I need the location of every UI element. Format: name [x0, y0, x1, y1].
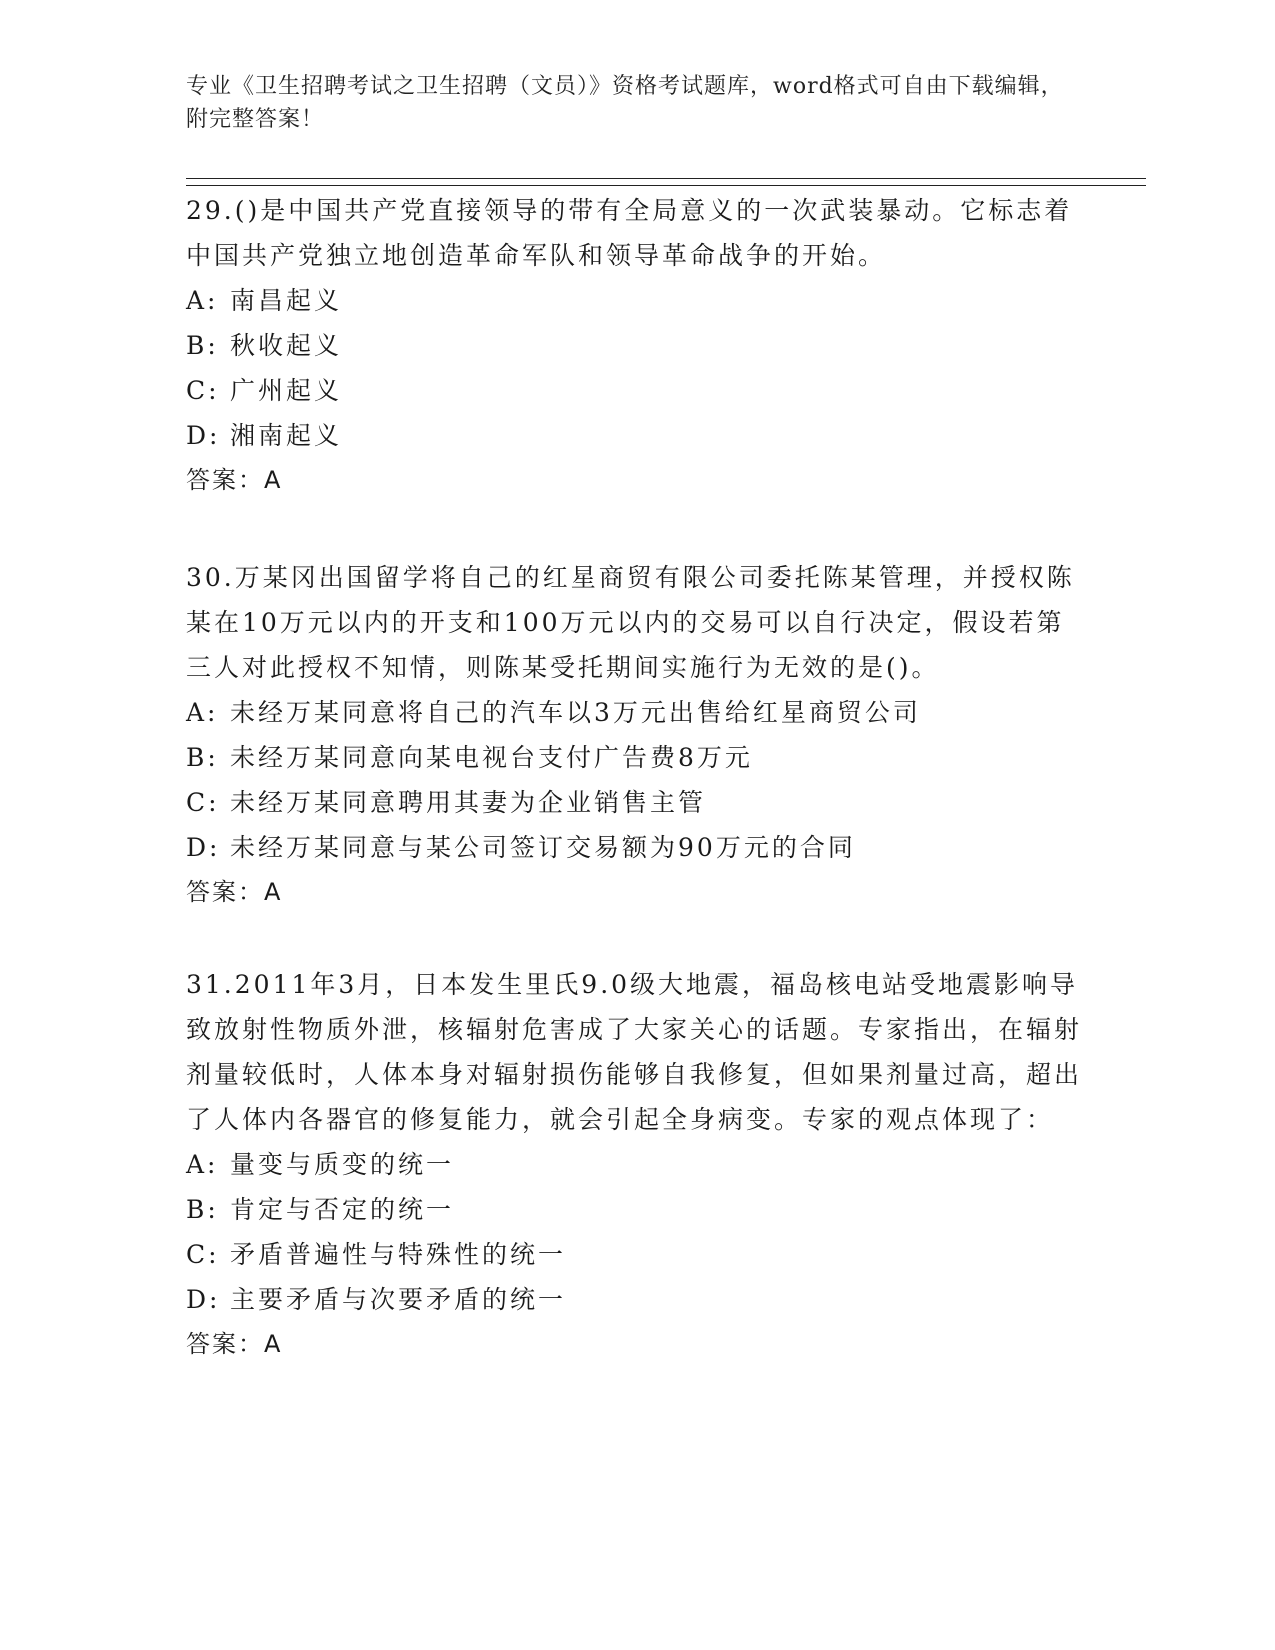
answer-line: 答案：A	[186, 466, 283, 494]
option-text: 湘南起义	[230, 421, 343, 450]
option-text: 主要矛盾与次要矛盾的统一	[230, 1285, 567, 1314]
question-text: 31.2011年3月，日本发生里氏9.0级大地震，福岛核电站受地震影响导致放射性物质外泄，核辐射危害成了大家关心的话题。专家指出，在辐射剂量较低时，人体本身对辐射损伤能够自我修复，但如果剂量过高，超出了人体内各器官的修复能力，就会引起全身病变。专家的观点体现了：	[186, 970, 1083, 1134]
option-text: 未经万某同意将自己的汽车以3万元出售给红星商贸公司	[230, 698, 921, 727]
option-c	[186, 1232, 1086, 1277]
option-letter: D:	[186, 421, 221, 450]
option-d	[186, 1277, 1086, 1322]
question-text: 29.()是中国共产党直接领导的带有全局意义的一次武装暴动。它标志着中国共产党独立地创造革命军队和领导革命战争的开始。	[186, 196, 1073, 270]
option-letter: B:	[186, 1195, 219, 1224]
option-text: 未经万某同意聘用其妻为企业销售主管	[230, 788, 707, 817]
document-header: 专业《卫生招聘考试之卫生招聘（文员）》资格考试题库，word格式可自由下载编辑，附完整答案！	[186, 74, 1064, 132]
option-letter: C:	[186, 376, 220, 405]
option-b	[186, 735, 1086, 780]
answer-line: 答案：A	[186, 1330, 283, 1358]
option-letter: A:	[186, 698, 219, 727]
option-letter: D:	[186, 833, 221, 862]
option-b	[186, 323, 1086, 368]
option-letter: B:	[186, 331, 219, 360]
option-a	[186, 690, 1086, 735]
option-text: 未经万某同意向某电视台支付广告费8万元	[230, 743, 753, 772]
question-29	[186, 188, 1086, 503]
header-divider-line	[186, 178, 1146, 179]
option-letter: A:	[186, 1150, 219, 1179]
option-d	[186, 825, 1086, 870]
header-divider-line-secondary	[186, 185, 1146, 186]
option-text: 肯定与否定的统一	[230, 1195, 455, 1224]
option-b	[186, 1187, 1086, 1232]
option-letter: A:	[186, 286, 219, 315]
question-text: 30.万某冈出国留学将自己的红星商贸有限公司委托陈某管理，并授权陈某在10万元以内的开支和100万元以内的交易可以自行决定，假设若第三人对此授权不知情，则陈某受托期间实施行为无效的是()。	[186, 563, 1075, 682]
option-text: 广州起义	[230, 376, 343, 405]
option-text: 量变与质变的统一	[230, 1150, 455, 1179]
question-31	[186, 962, 1086, 1367]
option-text: 矛盾普遍性与特殊性的统一	[230, 1240, 567, 1269]
option-letter: B:	[186, 743, 219, 772]
option-text: 南昌起义	[230, 286, 343, 315]
option-a	[186, 278, 1086, 323]
option-letter: D:	[186, 1285, 221, 1314]
option-letter: C:	[186, 1240, 220, 1269]
question-30	[186, 555, 1086, 915]
option-text: 未经万某同意与某公司签订交易额为90万元的合同	[230, 833, 856, 862]
option-d	[186, 413, 1086, 458]
option-text: 秋收起义	[230, 331, 343, 360]
option-c	[186, 368, 1086, 413]
answer-line: 答案：A	[186, 878, 283, 906]
option-a	[186, 1142, 1086, 1187]
option-letter: C:	[186, 788, 220, 817]
option-c	[186, 780, 1086, 825]
